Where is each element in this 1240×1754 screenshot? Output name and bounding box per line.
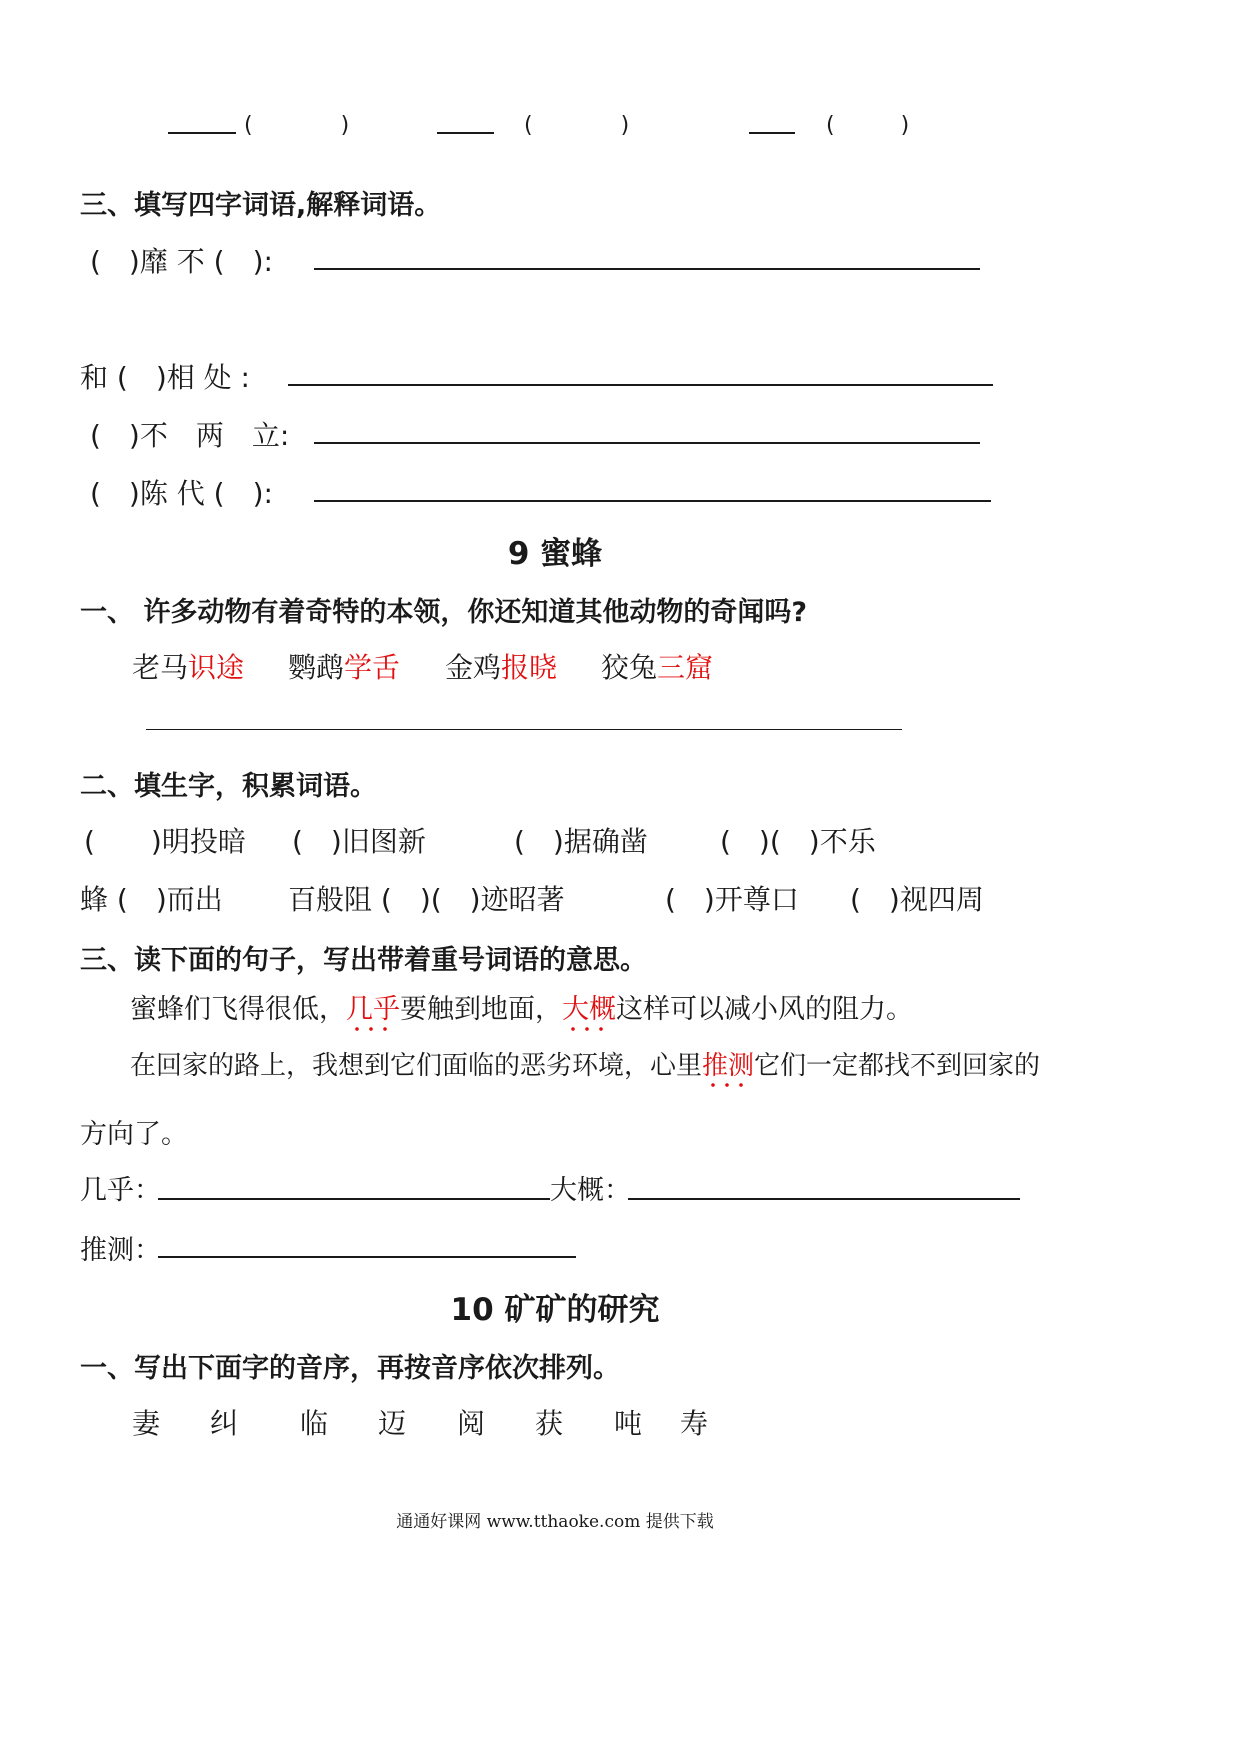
char-item: 寿	[680, 1407, 709, 1440]
answer-line-jihu[interactable]	[158, 1198, 550, 1200]
char-item: 迈	[378, 1407, 407, 1440]
fill-item: 百般阻 ( )( )迹昭著	[288, 883, 565, 916]
example-idiom-4: 狡兔三窟	[601, 651, 714, 684]
emphasis-word: 几乎	[346, 994, 400, 1025]
example-idiom-2: 鹦鹉学舌	[288, 651, 401, 684]
fill-item: ( )旧图新	[292, 825, 426, 858]
answer-line-3[interactable]	[314, 442, 980, 444]
answer-line[interactable]	[146, 729, 902, 730]
fill-item: 蜂 ( )而出	[80, 883, 223, 916]
lesson-title: 10 矿矿的研究	[450, 1292, 660, 1328]
fill-item: ( )视四周	[850, 883, 984, 916]
label-tuice: 推测：	[80, 1235, 161, 1266]
question-heading: 一、写出下面字的音序，再按音序依次排列。	[80, 1353, 620, 1384]
char-item: 阅	[457, 1407, 486, 1440]
top-paren-2: ( )	[524, 113, 630, 138]
idiom-line-2: 和 ( )相 处 :	[80, 361, 250, 394]
answer-line-1[interactable]	[314, 268, 980, 270]
char-item: 吨	[614, 1407, 643, 1440]
fill-item: ( )明投暗	[84, 825, 246, 858]
question-heading: 一、 许多动物有着奇特的本领，你还知道其他动物的奇闻吗?	[80, 597, 808, 628]
lesson-title: 9 蜜蜂	[507, 536, 603, 572]
label-jihu: 几乎：	[80, 1175, 161, 1206]
top-blank-1[interactable]	[168, 132, 236, 134]
section-heading: 三、填写四字词语,解释词语。	[80, 190, 442, 221]
answer-line-4[interactable]	[314, 500, 991, 502]
fill-item: ( )据确凿	[514, 825, 648, 858]
question-heading: 三、读下面的句子，写出带着重号词语的意思。	[80, 945, 647, 976]
reading-sentence-1: 蜜蜂们飞得很低，几乎要触到地面，大概这样可以减小风的阻力。	[130, 994, 913, 1025]
reading-sentence-2: 在回家的路上，我想到它们面临的恶劣环境，心里推测它们一定都找不到回家的	[130, 1051, 1041, 1081]
emphasis-word: 大概	[562, 994, 616, 1025]
top-blank-3[interactable]	[749, 132, 795, 134]
reading-sentence-2-cont: 方向了。	[80, 1119, 188, 1150]
top-blank-2[interactable]	[437, 132, 494, 134]
example-idiom-3: 金鸡报晓	[445, 651, 558, 684]
char-item: 临	[300, 1407, 329, 1440]
char-item: 纠	[210, 1407, 239, 1440]
char-item: 获	[535, 1407, 564, 1440]
idiom-line-3: ( )不 两 立:	[90, 419, 290, 452]
page-footer: 通通好课网 www.tthaoke.com 提供下载	[396, 1512, 714, 1532]
answer-line-tuice[interactable]	[158, 1256, 576, 1258]
question-heading: 二、填生字，积累词语。	[80, 771, 377, 802]
char-item: 妻	[132, 1407, 161, 1440]
fill-item: ( )( )不乐	[720, 825, 876, 858]
example-idiom-1: 老马识途	[132, 651, 245, 684]
answer-line-dagai[interactable]	[628, 1198, 1020, 1200]
top-paren-3: ( )	[826, 113, 910, 138]
answer-line-2[interactable]	[288, 384, 993, 386]
label-dagai: 大概：	[550, 1175, 631, 1206]
emphasis-word: 推测	[702, 1051, 755, 1081]
fill-item: ( )开尊口	[665, 883, 799, 916]
top-paren-1: ( )	[244, 113, 350, 138]
idiom-line-1: ( )靡 不 ( ):	[90, 245, 273, 278]
idiom-line-4: ( )陈 代 ( ):	[90, 477, 273, 510]
